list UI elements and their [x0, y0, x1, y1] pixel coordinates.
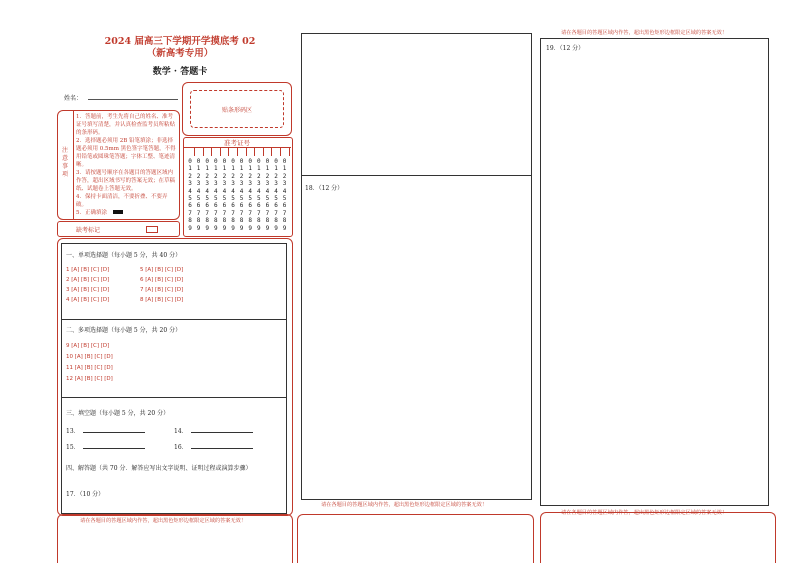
digit-bubble[interactable]: 0 — [248, 158, 252, 165]
digit-bubble[interactable]: 6 — [188, 202, 192, 210]
name-label: 姓名： — [64, 95, 83, 102]
answer-sheet-subject: 数学 · 答题卡 — [152, 67, 208, 77]
digit-bubble[interactable]: 7 — [282, 209, 287, 217]
digit-bubble[interactable]: 6 — [205, 202, 209, 210]
choice-row[interactable]: 10 [A] [B] [C] [D] — [66, 354, 113, 360]
blank-14[interactable]: 14． — [174, 426, 253, 435]
middle-continue-box — [297, 514, 534, 563]
digit-bubble[interactable]: 5 — [256, 195, 261, 203]
digit-bubble[interactable]: 8 — [188, 217, 192, 225]
digit-bubble[interactable]: 3 — [188, 180, 192, 188]
digit-bubble[interactable]: 4 — [265, 187, 270, 195]
answer-line — [191, 431, 253, 433]
digit-bubble[interactable]: 0 — [213, 158, 218, 165]
q17-continue-box — [57, 514, 293, 563]
digit-bubble[interactable]: 1 — [222, 165, 227, 173]
digit-bubble[interactable]: 3 — [213, 180, 218, 188]
digit-bubble[interactable]: 1 — [248, 165, 252, 173]
digit-bubble[interactable]: 2 — [282, 172, 287, 180]
q17-q18-divider — [301, 175, 531, 176]
warning-note: 请在各题目的答题区域内作答，超出黑色矩形边框限定区域的答案无效！ — [321, 502, 488, 508]
digit-bubble[interactable]: 3 — [239, 180, 244, 188]
digit-bubble[interactable]: 5 — [205, 195, 209, 203]
digit-bubble[interactable]: 9 — [188, 224, 192, 232]
digit-bubble[interactable]: 9 — [256, 224, 261, 232]
blank-16[interactable]: 16． — [174, 442, 253, 451]
digit-bubble[interactable]: 4 — [196, 187, 201, 195]
notice-item-example: 5．正确填涂 — [76, 210, 176, 218]
exam-number-column — [238, 158, 246, 232]
digit-bubble[interactable]: 4 — [222, 187, 227, 195]
filled-mark-example — [113, 210, 123, 214]
exam-number-column — [255, 158, 263, 232]
digit-bubble[interactable]: 9 — [231, 224, 235, 232]
digit-bubble[interactable]: 8 — [205, 217, 209, 225]
digit-bubble[interactable]: 7 — [196, 209, 201, 217]
digit-bubble[interactable]: 7 — [231, 209, 235, 217]
digit-bubble[interactable]: 0 — [274, 158, 278, 165]
choice-row[interactable]: 11 [A] [B] [C] [D] — [66, 365, 113, 371]
digit-bubble[interactable]: 8 — [282, 217, 287, 225]
digit-bubble[interactable]: 9 — [248, 224, 252, 232]
exam-number-column — [263, 158, 271, 232]
section-divider — [61, 319, 286, 320]
absent-label: 缺考标记 — [76, 227, 101, 234]
single-choice-title: 一、单项选择题（每小题 5 分，共 40 分） — [66, 252, 182, 259]
digit-bubble[interactable]: 0 — [222, 158, 227, 165]
barcode-area-frame — [182, 82, 292, 136]
digit-bubble[interactable]: 7 — [256, 209, 261, 217]
digit-bubble[interactable]: 1 — [205, 165, 209, 173]
digit-bubble[interactable]: 9 — [265, 224, 270, 232]
digit-bubble[interactable]: 6 — [274, 202, 278, 210]
q19-label: 19．（12 分） — [546, 45, 585, 52]
digit-bubble[interactable]: 8 — [265, 217, 270, 225]
digit-bubble[interactable]: 2 — [231, 172, 235, 180]
digit-bubble[interactable]: 5 — [282, 195, 287, 203]
digit-bubble[interactable]: 7 — [213, 209, 218, 217]
exam-subtitle: （新高考专用） — [146, 48, 214, 59]
digit-bubble[interactable]: 7 — [188, 209, 192, 217]
notices-heading: 注意事项 — [61, 147, 68, 178]
absent-checkbox[interactable] — [146, 226, 158, 233]
choice-row[interactable]: 2 [A] [B] [C] [D] — [66, 277, 110, 283]
digit-bubble[interactable]: 5 — [231, 195, 235, 203]
digit-bubble[interactable]: 4 — [248, 187, 252, 195]
digit-bubble[interactable]: 1 — [256, 165, 261, 173]
digit-bubble[interactable]: 3 — [205, 180, 209, 188]
digit-bubble[interactable]: 7 — [222, 209, 227, 217]
digit-bubble[interactable]: 6 — [222, 202, 227, 210]
choice-row[interactable]: 9 [A] [B] [C] [D] — [66, 343, 110, 349]
choice-row[interactable]: 8 [A] [B] [C] [D] — [140, 297, 184, 303]
choice-row[interactable]: 1 [A] [B] [C] [D] — [66, 267, 110, 273]
digit-bubble[interactable]: 8 — [256, 217, 261, 225]
digit-bubble[interactable]: 2 — [239, 172, 244, 180]
digit-bubble[interactable]: 1 — [188, 165, 192, 173]
digit-bubble[interactable]: 8 — [222, 217, 227, 225]
digit-bubble[interactable]: 1 — [274, 165, 278, 173]
digit-bubble[interactable]: 3 — [256, 180, 261, 188]
q18-label: 18．（12 分） — [305, 185, 344, 192]
notice-item: 1．答题前，考生先将自己的姓名、准考证号填写清楚，并认真检查监考员所粘贴的条形码。 — [76, 114, 176, 136]
digit-bubble[interactable]: 8 — [213, 217, 218, 225]
digit-bubble[interactable]: 0 — [205, 158, 209, 165]
digit-bubble[interactable]: 6 — [282, 202, 287, 210]
warning-note: 请在各题目的答题区域内作答，超出黑色矩形边框限定区域的答案无效！ — [80, 518, 247, 524]
digit-bubble[interactable]: 5 — [274, 195, 278, 203]
notices-list — [76, 114, 176, 218]
digit-bubble[interactable]: 2 — [256, 172, 261, 180]
digit-bubble[interactable]: 1 — [265, 165, 270, 173]
right-answer-box[interactable] — [540, 38, 769, 506]
notice-item: 4．保持卡面清洁，不要折叠、不要弄破。 — [76, 193, 168, 208]
digit-bubble[interactable]: 5 — [239, 195, 244, 203]
digit-bubble[interactable]: 9 — [282, 224, 287, 232]
digit-bubble[interactable]: 1 — [239, 165, 244, 173]
answer-line — [83, 431, 145, 433]
blank-13[interactable]: 13． — [66, 426, 145, 435]
middle-answer-box[interactable] — [301, 33, 532, 500]
digit-bubble[interactable]: 1 — [213, 165, 218, 173]
digit-bubble[interactable]: 6 — [265, 202, 270, 210]
digit-bubble[interactable]: 3 — [274, 180, 278, 188]
name-field[interactable] — [88, 99, 178, 100]
choice-row[interactable]: 6 [A] [B] [C] [D] — [140, 277, 184, 283]
digit-bubble[interactable]: 2 — [265, 172, 270, 180]
section-divider — [61, 397, 286, 398]
digit-bubble[interactable]: 7 — [265, 209, 270, 217]
digit-bubble[interactable]: 5 — [222, 195, 227, 203]
digit-bubble[interactable]: 6 — [231, 202, 235, 210]
solution-title: 四、解答题（共 70 分．解答应写出文字说明、证明过程或演算步骤） — [66, 465, 252, 472]
digit-bubble[interactable]: 2 — [205, 172, 209, 180]
notice-item: 3．请按题号顺序在各题目的答题区域内作答，超出区域书写的答案无效；在草稿纸、试题卷上答题无效。 — [76, 169, 176, 192]
digit-bubble[interactable]: 4 — [239, 187, 244, 195]
warning-note: 请在各题目的答题区域内作答，超出黑色矩形边框限定区域的答案无效！ — [561, 510, 728, 516]
digit-bubble[interactable]: 4 — [205, 187, 209, 195]
digit-bubble[interactable]: 5 — [265, 195, 270, 203]
digit-bubble[interactable]: 1 — [282, 165, 287, 173]
absent-mark-box — [57, 221, 180, 237]
digit-bubble[interactable]: 8 — [239, 217, 244, 225]
exam-number-column — [246, 158, 254, 232]
digit-bubble[interactable]: 9 — [205, 224, 209, 232]
digit-bubble[interactable]: 7 — [274, 209, 278, 217]
barcode-label: 贴条形码区 — [221, 106, 252, 114]
digit-bubble[interactable]: 9 — [239, 224, 244, 232]
answer-line — [83, 447, 145, 449]
digit-bubble[interactable]: 2 — [196, 172, 201, 180]
digit-bubble[interactable]: 9 — [274, 224, 278, 232]
digit-bubble[interactable]: 7 — [205, 209, 209, 217]
digit-bubble[interactable]: 7 — [248, 209, 252, 217]
exam-number-column — [272, 158, 280, 232]
choice-row[interactable]: 4 [A] [B] [C] [D] — [66, 297, 110, 303]
digit-bubble[interactable]: 2 — [222, 172, 227, 180]
digit-bubble[interactable]: 0 — [188, 158, 192, 165]
choice-row[interactable]: 3 [A] [B] [C] [D] — [66, 287, 110, 293]
exam-number-write-cell[interactable] — [281, 148, 290, 156]
digit-bubble[interactable]: 3 — [282, 180, 287, 188]
digit-bubble[interactable]: 6 — [196, 202, 201, 210]
digit-bubble[interactable]: 3 — [248, 180, 252, 188]
digit-bubble[interactable]: 5 — [248, 195, 252, 203]
digit-bubble[interactable]: 2 — [274, 172, 278, 180]
digit-bubble[interactable]: 0 — [239, 158, 244, 165]
digit-bubble[interactable]: 1 — [196, 165, 201, 173]
choice-row[interactable]: 12 [A] [B] [C] [D] — [66, 376, 113, 382]
digit-bubble[interactable]: 5 — [188, 195, 192, 203]
right-continue-box — [540, 512, 776, 563]
digit-bubble[interactable]: 2 — [248, 172, 252, 180]
digit-bubble[interactable]: 3 — [265, 180, 270, 188]
digit-bubble[interactable]: 0 — [256, 158, 261, 165]
exam-number-column — [229, 158, 237, 232]
digit-bubble[interactable]: 3 — [222, 180, 227, 188]
exam-number-column — [186, 158, 194, 232]
blank-15[interactable]: 15． — [66, 442, 145, 451]
digit-bubble[interactable]: 4 — [188, 187, 192, 195]
exam-number-column — [220, 158, 228, 232]
fill-blank-title: 三、填空题（每小题 5 分，共 20 分） — [66, 410, 170, 417]
digit-bubble[interactable]: 9 — [213, 224, 218, 232]
digit-bubble[interactable]: 9 — [222, 224, 227, 232]
digit-bubble[interactable]: 4 — [213, 187, 218, 195]
choice-row[interactable]: 7 [A] [B] [C] [D] — [140, 287, 184, 293]
digit-bubble[interactable]: 6 — [248, 202, 252, 210]
digit-bubble[interactable]: 0 — [265, 158, 270, 165]
choice-row[interactable]: 5 [A] [B] [C] [D] — [140, 267, 184, 273]
digit-bubble[interactable]: 8 — [196, 217, 201, 225]
digit-bubble[interactable]: 3 — [196, 180, 201, 188]
warning-note: 请在各题目的答题区域内作答，超出黑色矩形边框限定区域的答案无效！ — [561, 30, 728, 36]
digit-bubble[interactable]: 4 — [256, 187, 261, 195]
exam-number-label: 准考证号 — [224, 139, 250, 147]
digit-bubble[interactable]: 0 — [196, 158, 201, 165]
multi-choice-list — [66, 341, 113, 385]
digit-bubble[interactable]: 2 — [188, 172, 192, 180]
digit-bubble[interactable]: 4 — [231, 187, 235, 195]
barcode-sticker-zone — [190, 90, 284, 128]
digit-bubble[interactable]: 7 — [239, 209, 244, 217]
exam-number-column — [195, 158, 203, 232]
single-choice-left — [66, 265, 109, 305]
digit-bubble[interactable]: 8 — [274, 217, 278, 225]
digit-bubble[interactable]: 6 — [213, 202, 218, 210]
digit-bubble[interactable]: 6 — [239, 202, 244, 210]
exam-number-column — [281, 158, 289, 232]
digit-bubble[interactable]: 1 — [231, 165, 235, 173]
exam-number-column — [203, 158, 211, 232]
multi-choice-title: 二、多项选择题（每小题 5 分，共 20 分） — [66, 327, 182, 334]
digit-bubble[interactable]: 6 — [256, 202, 261, 210]
exam-number-column — [212, 158, 220, 232]
digit-bubble[interactable]: 5 — [213, 195, 218, 203]
answer-line — [191, 447, 253, 449]
digit-bubble[interactable]: 5 — [196, 195, 201, 203]
notice-item: 2．选择题必须用 2B 铅笔填涂；非选择题必须用 0.5mm 黑色签字笔答题，不得用铅笔或圆珠笔答题；字体工整、笔迹清晰。 — [76, 137, 176, 168]
notices-box — [57, 110, 180, 220]
notices-divider — [73, 111, 74, 219]
exam-title: 2024 届高三下学期开学摸底考 02 — [104, 36, 256, 47]
digit-bubble[interactable]: 4 — [274, 187, 278, 195]
digit-bubble[interactable]: 0 — [282, 158, 287, 165]
q17-label: 17．（10 分） — [66, 491, 105, 498]
digit-bubble[interactable]: 0 — [231, 158, 235, 165]
single-choice-right — [140, 265, 183, 305]
digit-bubble[interactable]: 8 — [248, 217, 252, 225]
digit-bubble[interactable]: 8 — [231, 217, 235, 225]
digit-bubble[interactable]: 2 — [213, 172, 218, 180]
digit-bubble[interactable]: 9 — [196, 224, 201, 232]
digit-bubble[interactable]: 4 — [282, 187, 287, 195]
digit-bubble[interactable]: 3 — [231, 180, 235, 188]
